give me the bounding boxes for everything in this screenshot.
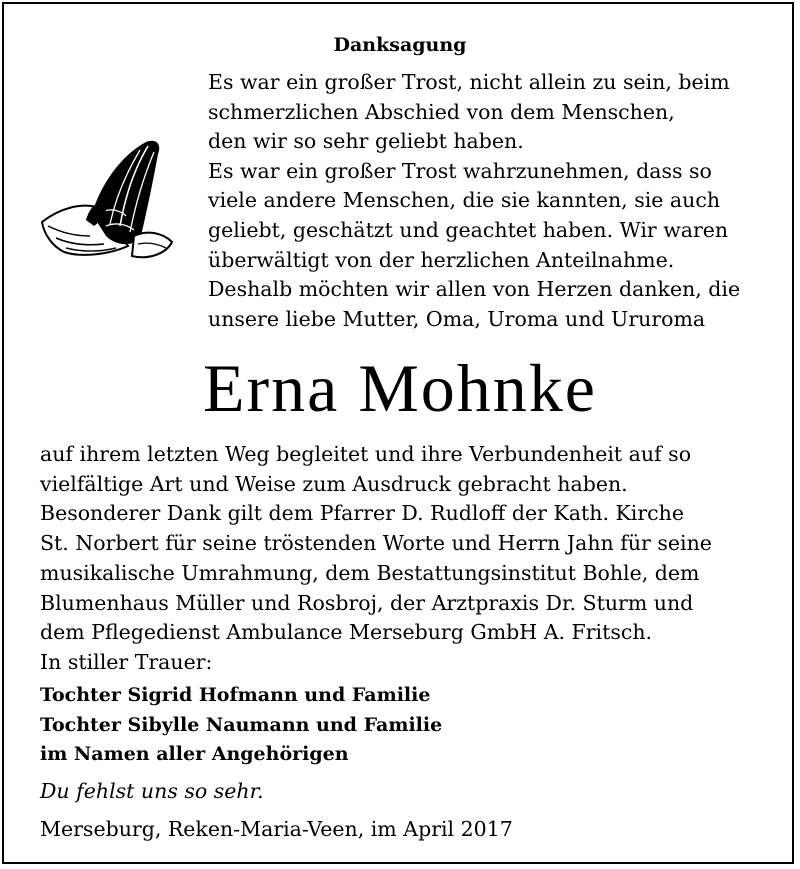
praying-hands-icon: [30, 136, 180, 266]
text-line: schmerzlichen Abschied von dem Menschen,: [208, 99, 675, 124]
intro-paragraph: [208, 68, 788, 334]
text-line: Es war ein großer Trost wahrzunehmen, dass so: [208, 158, 712, 183]
text-line: St. Norbert für seine tröstenden Worte und Herrn Jahn für seine: [40, 531, 712, 556]
text-line: geliebt, geschätzt und geachtet haben. Wir waren: [208, 217, 729, 242]
text-line: Besonderer Dank gilt dem Pfarrer D. Rudloff der Kath. Kirche: [40, 501, 684, 526]
signers-list: [40, 681, 442, 770]
text-line: dem Pflegedienst Ambulance Merseburg GmbH A. Fritsch.: [40, 620, 653, 645]
text-line: Blumenhaus Müller und Rosbroj, der Arztpraxis Dr. Sturm und: [40, 590, 694, 615]
notice-heading: Danksagung: [333, 34, 467, 56]
text-line: vielfältige Art und Weise zum Ausdruck gebracht haben.: [40, 471, 628, 496]
place-date-line: Merseburg, Reken-Maria-Veen, im April 2017: [40, 817, 513, 841]
text-line: viele andere Menschen, die sie kannten, sie auch: [208, 188, 721, 213]
signer-line: Tochter Sibylle Naumann und Familie: [40, 713, 443, 736]
signer-line: Tochter Sigrid Hofmann und Familie: [40, 684, 431, 706]
text-line: Deshalb möchten wir allen von Herzen danken, die: [208, 277, 741, 302]
text-line: den wir so sehr geliebt haben.: [208, 129, 524, 154]
text-line: unsere liebe Mutter, Oma, Uroma und Ururoma: [208, 306, 706, 331]
deceased-name: Erna Mohnke: [202, 350, 597, 426]
text-line: überwältigt von der herzlichen Anteilnahme.: [208, 247, 675, 272]
signer-line: im Namen aller Angehörigen: [40, 743, 349, 765]
text-line: auf ihrem letzten Weg begleitet und ihre Verbundenheit auf so: [40, 442, 692, 466]
mourning-label: In stiller Trauer:: [40, 650, 213, 674]
thanks-paragraph: [40, 440, 790, 648]
text-line: Es war ein großer Trost, nicht allein zu sein, beim: [208, 70, 730, 94]
text-line: musikalische Umrahmung, dem Bestattungsinstitut Bohle, dem: [40, 560, 700, 585]
farewell-line: Du fehlst uns so sehr.: [40, 779, 264, 803]
